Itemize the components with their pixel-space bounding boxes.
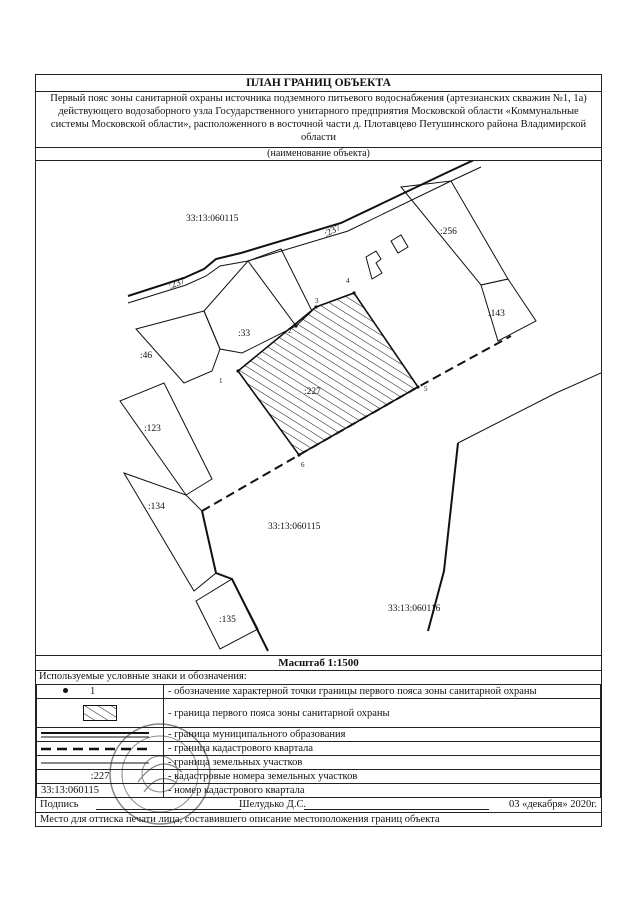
stamp-place-text: Место для оттиска печати лица, составившего описание местоположения границ объекта [40, 814, 440, 825]
legend-text-cad-number: - кадастровые номера земельных участков [164, 770, 601, 784]
parcel-33-east [248, 249, 312, 326]
parcel-label-135: :135 [219, 615, 236, 625]
hatched-area-icon [83, 705, 117, 721]
parcel-label-134: :134 [148, 502, 165, 512]
point-dot-icon [63, 688, 68, 693]
parcel-134 [124, 473, 216, 591]
quarter-boundary-south [202, 443, 458, 651]
signature-label: Подпись [40, 799, 79, 810]
quarter-label-north: 33:13:060115 [186, 214, 239, 224]
parcel-label-237-west: :237 [167, 276, 187, 292]
point-label-1: 1 [219, 377, 223, 385]
point-1 [236, 369, 239, 372]
legend-text-municipal: - граница муниципального образования [164, 728, 601, 742]
district-line [458, 373, 601, 443]
point-4 [352, 291, 355, 294]
parcel-123 [120, 383, 212, 495]
quarter-label-centre: 33:13:060115 [268, 522, 321, 532]
parcel-label-143: :143 [488, 309, 505, 319]
point-3 [314, 305, 317, 308]
legend-symbol-point [37, 685, 164, 699]
signer-name: Шелудько Д.С. [239, 799, 307, 810]
plan-title: ПЛАН ГРАНИЦ ОБЪЕКТА [36, 75, 601, 92]
legend-heading: Используемые условные знаки и обозначения: [39, 671, 247, 682]
legend-symbol-cad-number: :227 [37, 770, 164, 784]
legend-text-zone: - граница первого пояса зоны санитарной охраны [164, 699, 601, 728]
parcel-label-123: :123 [144, 424, 161, 434]
plan-sheet [35, 74, 602, 827]
point-label-5: 5 [424, 385, 428, 393]
legend-text-point: - обозначение характерной точки границы первого пояса зоны санитарной охраны [164, 685, 601, 699]
seal-stamp [108, 722, 212, 826]
point-label-3: 3 [315, 297, 319, 305]
parcel-label-33: :33 [238, 329, 251, 339]
object-description: Первый пояс зоны санитарной охраны источника подземного питьевого водоснабжения (артезианских скважин №1, 1а) действующего водозаборного узла Государственного унитарного предприятия Московской области «Коммунальные системы Московской области», расположенного в восточной части д. Плотавцево Петушинского района Владимирской области [50, 93, 587, 143]
date-underline [304, 809, 489, 810]
legend-text-quarter: - граница кадастрового квартала [164, 742, 601, 756]
road-237-boundary-top [128, 161, 476, 296]
point-6 [297, 453, 300, 456]
building-a [366, 251, 382, 279]
map-scale: Масштаб 1:1500 [36, 655, 601, 671]
point-5 [416, 385, 419, 388]
cadastral-map [36, 161, 601, 656]
object-description-caption: (наименование объекта) [36, 147, 601, 161]
point-label-4: 4 [346, 277, 350, 285]
parcel-label-46: :46 [140, 351, 153, 361]
map-svg [36, 161, 601, 656]
parcel-46 [136, 311, 220, 383]
parcel-label-256: :256 [440, 227, 457, 237]
building-b [391, 235, 408, 253]
legend-text-parcels: - граница земельных участков [164, 756, 601, 770]
point-label-2: 2 [288, 327, 292, 335]
legend-symbol-text-point: 1 [90, 686, 96, 697]
point-label-6: 6 [301, 461, 305, 469]
legend-text-quarter-number: - номер кадастрового квартала [164, 784, 601, 798]
quarter-label-east: 33:13:060116 [388, 604, 441, 614]
legend-row-point [37, 685, 601, 699]
point-2 [294, 324, 297, 327]
signature-date: 03 «декабря» 2020г. [508, 799, 597, 810]
sanitary-zone-227 [238, 293, 418, 455]
seal-icon [108, 722, 212, 826]
parcel-label-227: :227 [304, 387, 321, 397]
parcel-label-237-east: :237 [322, 223, 343, 240]
legend-symbol-quarter-number: 33:13:060115 [37, 784, 164, 798]
